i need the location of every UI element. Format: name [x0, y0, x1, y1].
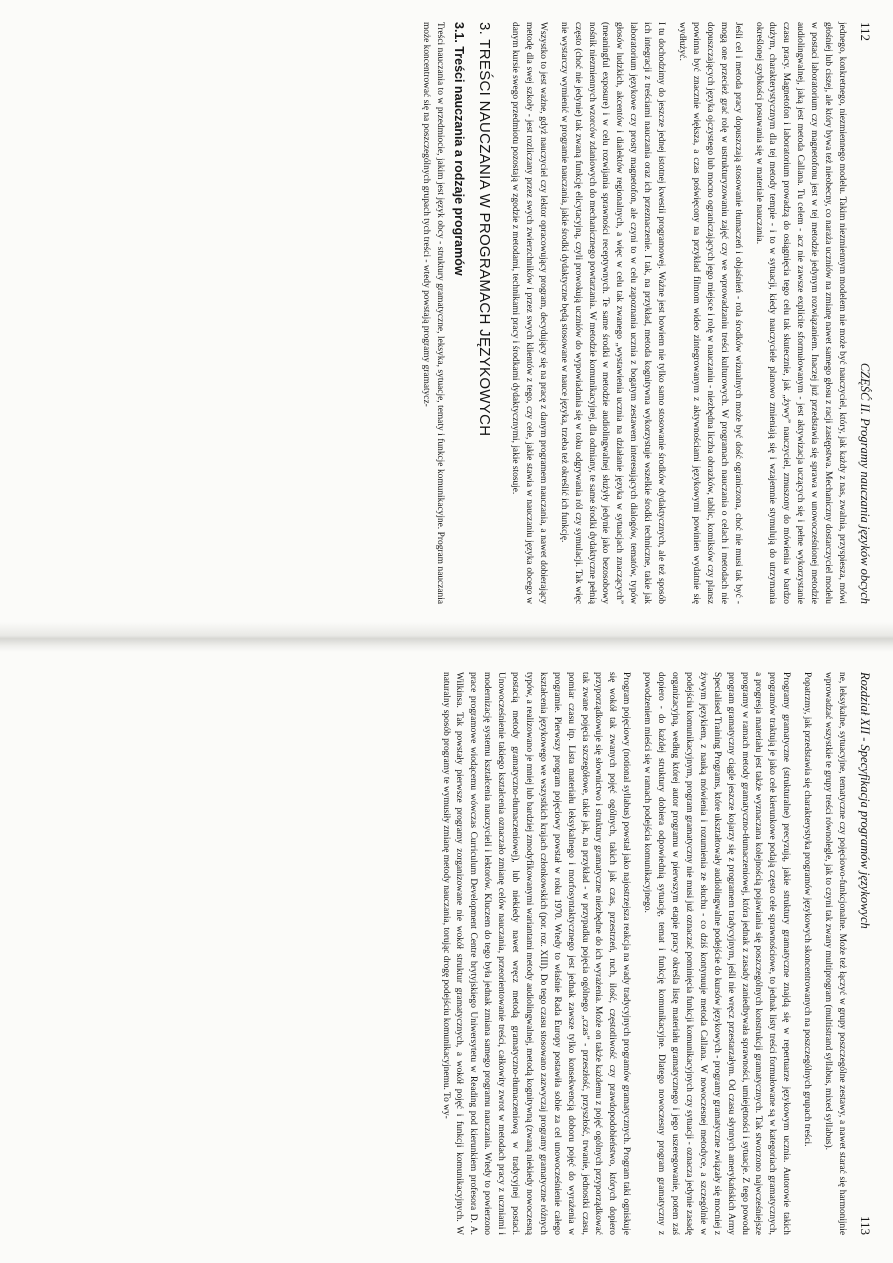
paragraph: Program pojęciowy (notional syllabus) powstał jako najostrzejsza reakcja na wady tradycyjnych programów gramatycznych. Program taki ogniskuje się wokół tak zwanych pojęć ogólnych, takich jak czas, przestrzeń, ruch, ilość, częstotliwość czy prawdopodobieństwo, których dopiero przyporządkowuje się słownictwo i struktury gramatyczne niezbędne do ich wyrażenia. Może on także każdemu z pojęć ogólnych przyporządkować tak zwane pojęcia szczegółowe, takie jak, na przykład - w przypadku pojęcia ogólnego „czas” - przeszłość, przyszłość, trwanie, jednostki czasu, pomiar czasu itp. Lista materiału leksykalnego i morfosyntaktycznego jest jednak zawsze tylko konsekwencją doboru pojęć do wyrażenia w programie. Pierwszy program pojęciowy powstał w roku 1970. Wtedy to właśnie Rada Europy postawiła sobie za cel unowocześnienie całego kształcenia językowego we wszystkich krajach członkowskich (por. roz. XIII). Do tego czasu stosowano zazwyczaj programy gramatyczne różnych typów, a realizowano je mniej lub bardziej zmodyfikowanymi wariantami metody audiolingwalnej, metodą kognitywną (zwaną niekiedy nowoczesną postacią metody gramatyczno-tłumaczeniowej), lub niekiedy nawet wręcz metodą gramatyczno-tłumaczeniową w tradycyjnej postaci. Unowocześnienie takiego kształcenia oznaczało zmianę celów nauczania, przeorientowanie treści, całkowity zwrot w metodach pracy z uczniami i modernizację systemu kształcenia nauczycieli i lektorów. Kluczem do tego była jednak zmiana samego programu nauczania. Wtedy to powierzono prace programowe wiodącemu wówczas Curriculum Development Centre brytyjskiego Uniwersytetu w Reading pod kierunkiem profesora D. A. Wilkinsa. Tak powstały pierwsze programy zorganizowane nie wokół struktur gramatycznych, a wokół pojęć i funkcji komunikacyjnych. W naturalny sposób programy te wymusiły zmianę metody nauczania, torując drogę podejściu komunikacyjnemu. To wy- — [440, 672, 632, 1235]
paragraph: Jeśli cel i metoda pracy dopuszczają stosowanie tłumaczeń i objaśnień - rola środków wizualnych może być dość ograniczona, choć nie musi tak być - mogą one przecież grać rolę w ustrukturyzowaniu zajęć czy we wprowadzaniu treści kulturowych. W programach nauczania o celach i metodach nie dopuszczających języka ojczystego lub mocno ograniczających jego miejsce i rolę w nauczaniu - niezbędna liczba obrazków, tablic, komiksów czy plansz powinna być znacznie większa, a czas poświęcony na przykład filmom wideo zintegrowanym z aktywnościami językowymi powinien wydatnie się wydłużyć. — [677, 22, 743, 604]
paragraph: jednego, konkretnego, niezmiennego modelu. Takim niezmiennym modelem nie może być nauczyciel, który, jak każdy z nas, zwalnia, przyspiesza, mówi głośniej lub ciszej, ale który bywa też nieobecny, co naraża uczniów na zmianę nawet samego głosu z racji zastępstwa. Mechaniczny dostarczyciel modelu w postaci laboratorium czy magnetofonu jest w tej metodzie jedynym rozwiązaniem. Inaczej już przedstawia się sprawa w unowocześnionej metodzie audiolingwalnej, jaką jest metoda Callana. Tu celem - acz nie zawsze explicite sformułowanym - jest aktywizacja uczących się i pełne wykorzystanie czasu pracy. Magnetofon i laboratorium prowadzą do osiągnięcia tego celu tak skutecznie, jak „żywy” nauczyciel, zmuszony do mówienia w bardzo dużym, charakterystycznym dla tej metody tempie - i to w sytuacji, kiedy nauczyciele planowo zmieniają się i wzajemnie stymulują do utrzymania określonej szybkości posuwania się w materiale nauczania. — [753, 22, 847, 604]
paragraph: Popatrzmy, jak przedstawia się charakterystyka programów językowych skoncentrowanych na poszczególnych grupach treści. — [802, 672, 813, 1147]
paragraph: Programy gramatyczne (strukturalne) precyzują, jakie struktury gramatyczne znajdą się w repertuarze językowym ucznia. Autorowie takich programów traktują je jako cele kierunkowe podają często cele sprawnościowe, to jednak listy treści formułowane są w kategoriach gramatycznych, a progresja materiału jest także wyznaczana kolejnością pojawiania się poszczególnych konstrukcji gramatycznych. Tak stworzono najwcześniejsze programy w ramach metody gramatyczno-tłumaczeniowej, która jednak z zasady zaniedbywała sprawności, umiejętności i sytuacje. Z tego powodu program gramatyczny ciągle jeszcze kojarzy się z programem tradycyjnym, jeśli nie wręcz przestarzałym. Od czasu słynnych amerykańskich Army Specialised Training Programs, które ukształtowały audiolingwalne podejście do kursów językowych - programy gramatyczne związały się mocniej z żywym językiem, z nauką mówienia i rozumienia ze słuchu - co dziś kontynuuje metoda Callana. W nowoczesnej metodyce, a szczególnie w podejściu komunikacyjnym, program gramatyczny nie musi już oznaczać pominięcia funkcji komunikacyjnych czy sytuacji - oznacza jedynie zasadę organizacyjną, według której autor programu w pierwszym etapie pracy określa listę materiału gramatycznego i jego uszeregowanie, potem zaś dopiero - do każdej struktury dobiera odpowiednią sytuację, temat i funkcję komunikacyjne. Dlatego nowoczesny program gramatyczny z powodzeniem mieści się w ramach podejścia komunikacyjnego. — [642, 672, 792, 1235]
page-number: 112 — [858, 22, 873, 42]
paragraph: Treści nauczania to w przedmiocie, jakim jest język obcy - struktury gramatyczne, leksyka, sytuacje, tematy i funkcje komunikacyjne. Program nauczania może koncentrować się na poszczególnych grupach tych treści - wtedy powstają programy gramatycz- — [421, 22, 446, 604]
paragraph: I tu dochodzimy do jeszcze jednej istotnej kwestii programowej. Ważne jest bowiem nie tylko samo stosowanie środków dydaktycznych, ale też sposób ich integracji z treściami nauczania oraz ich przeznaczenie. I tak, na przykład, metoda kognitywna wykorzystuje wszelkie środki techniczne, takie jak laboratorium językowe czy prosty magnetofon, ale czyni to w celu zapoznania ucznia z bogatym zestawem interesujących dialogów, tematów, typów głosów ludzkich, akcentów i dialektów regionalnych, a więc w celu tak zwanego „wystawienia ucznia na działanie języka w sytuacjach znaczących” (meaningful exposure) i w celu rozwijania sprawności receptywnych. Te same środki w metodzie audiolingwalnej służyły jedynie jako bezosobowy nośnik niezmiennych wzorców zdaniowych do mechanicznego powtarzania. W metodzie komunikacyjnej, dla odmiany, te same środki dydaktyczne pełnią często (choć nie jedynie) tak zwaną funkcję elicytacyjną, czyli prowokują uczniów do wypowiadania się w toku odgrywania ról czy symulacji. Tak więc nie wystarczy wymienić w programie nauczania, jakie środki dydaktyczne będą stosowane w nauce języka, trzeba też określić ich funkcję. — [558, 22, 667, 604]
page-number: 113 — [858, 1215, 873, 1235]
paragraph: ne, leksykalne, sytuacyjne, tematyczne czy pojęciowo-funkcjonalne. Może też łączyć w grupy poszczególne zestawy, a nawet starać się harmonijnie wprowadzać wszystkie te grupy treści równolegle, jak to czyni tak zwany multiprogram (multistrand syllabus, mixed syllabus). — [823, 672, 847, 1235]
running-header — [854, 672, 873, 1235]
paragraph: Wszystko to jest ważne, gdyż nauczyciel czy lektor opracowujący program, decydujący się na pracę z danym programem nauczania, a nawet dobierający metodę dla swej szkoły - jest rozliczany przez swych zwierzchników i przez swych klientów z tego, czy cele, jakie stawia w nauczaniu języka obcego w danym kursie swego przedmiotu pozostają w zgodzie z metodami, technikami pracy i środkami dydaktycznymi, jakie stosuje. — [510, 22, 548, 604]
section-heading: 3.1. Treści nauczania a rodzaje programów — [452, 22, 467, 276]
chapter-heading: 3. TREŚCI NAUCZANIA W PROGRAMACH JĘZYKOWYCH — [476, 22, 494, 437]
right-page — [0, 632, 893, 1263]
running-header — [854, 22, 873, 604]
running-title: Rozdział XII - Specyfikacja programów językowych — [858, 672, 872, 929]
running-title: CZĘŚĆ II. Programy nauczania języków obcych — [858, 362, 872, 604]
